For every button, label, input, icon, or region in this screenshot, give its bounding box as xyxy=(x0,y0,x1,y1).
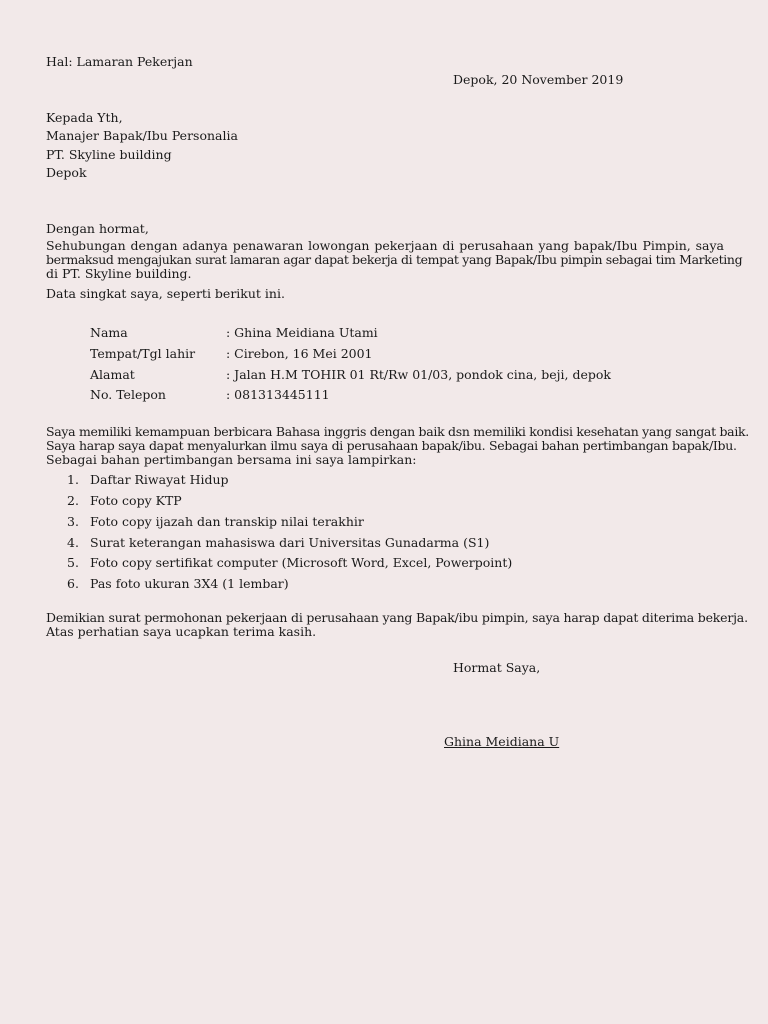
recipient-line-3: PT. Skyline building xyxy=(46,147,172,162)
greeting: Dengan hormat, xyxy=(46,221,149,236)
skills-line-1: Saya memiliki kemampuan berbicara Bahasa inggris dengan baik dsn memiliki kondisi kesehatan yang sangat baik. xyxy=(46,424,749,439)
recipient-line-1: Kepada Yth, xyxy=(46,110,123,125)
bio-label: Nama xyxy=(90,325,128,340)
list-text: Pas foto ukuran 3X4 (1 lembar) xyxy=(90,576,289,591)
bio-value: : Ghina Meidiana Utami xyxy=(226,325,378,340)
bio-value: : 081313445111 xyxy=(226,387,330,402)
list-text: Surat keterangan mahasiswa dari Universitas Gunadarma (S1) xyxy=(90,535,490,550)
sign-off: Hormat Saya, xyxy=(453,660,541,675)
skills-line-3: Sebagai bahan pertimbangan bersama ini saya lampirkan: xyxy=(46,452,417,467)
list-text: Daftar Riwayat Hidup xyxy=(90,472,229,487)
list-number: 6. xyxy=(67,576,79,591)
place-date: Depok, 20 November 2019 xyxy=(453,72,624,87)
list-text: Foto copy ijazah dan transkip nilai terakhir xyxy=(90,514,364,529)
bio-value: : Cirebon, 16 Mei 2001 xyxy=(226,346,373,361)
data-intro: Data singkat saya, seperti berikut ini. xyxy=(46,286,285,301)
intro-line-1: Sehubungan dengan adanya penawaran lowongan pekerjaan di perusahaan yang bapak/Ibu Pimpin, saya xyxy=(46,238,724,253)
closing-line-2: Atas perhatian saya ucapkan terima kasih. xyxy=(46,624,317,639)
list-number: 5. xyxy=(67,555,79,570)
closing-line-1: Demikian surat permohonan pekerjaan di perusahaan yang Bapak/ibu pimpin, saya harap dapat diterima bekerja. xyxy=(46,610,748,625)
bio-value: : Jalan H.M TOHIR 01 Rt/Rw 01/03, pondok cina, beji, depok xyxy=(226,367,611,382)
recipient-line-4: Depok xyxy=(46,165,87,180)
bio-label: No. Telepon xyxy=(90,387,166,402)
signature-name: Ghina Meidiana U xyxy=(444,734,560,749)
list-text: Foto copy KTP xyxy=(90,493,182,508)
subject-line: Hal: Lamaran Pekerjan xyxy=(46,54,193,69)
list-number: 2. xyxy=(67,493,79,508)
list-number: 3. xyxy=(67,514,79,529)
recipient-line-2: Manajer Bapak/Ibu Personalia xyxy=(46,128,238,143)
bio-label: Tempat/Tgl lahir xyxy=(90,346,196,361)
intro-line-2: bermaksud mengajukan surat lamaran agar dapat bekerja di tempat yang Bapak/Ibu pimpin sebagai tim Marketing xyxy=(46,252,743,267)
intro-line-3: di PT. Skyline building. xyxy=(46,266,192,281)
list-number: 1. xyxy=(67,472,79,487)
bio-label: Alamat xyxy=(90,367,135,382)
skills-line-2: Saya harap saya dapat menyalurkan ilmu saya di perusahaan bapak/ibu. Sebagai bahan pertimbangan bapak/Ibu. xyxy=(46,438,737,453)
list-number: 4. xyxy=(67,535,79,550)
list-text: Foto copy sertifikat computer (Microsoft Word, Excel, Powerpoint) xyxy=(90,555,513,570)
